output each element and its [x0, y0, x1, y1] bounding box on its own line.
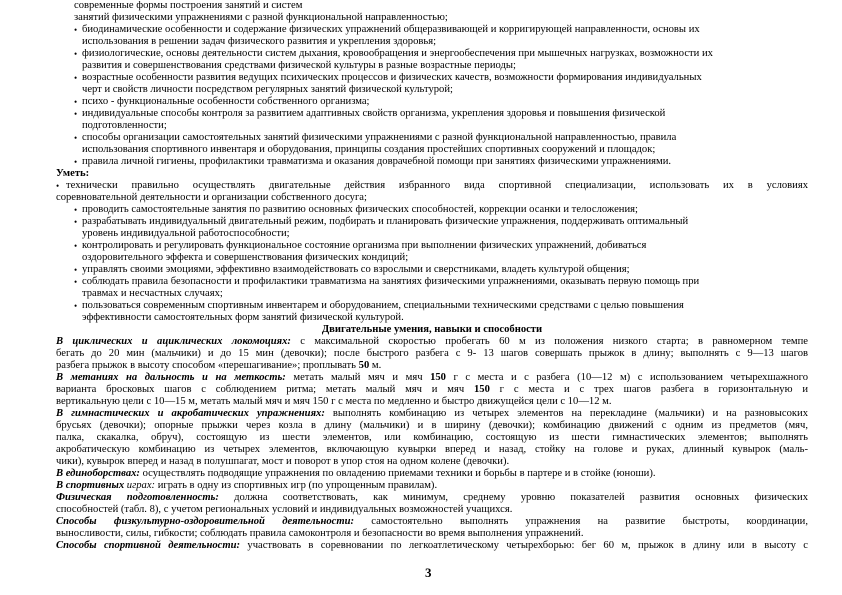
- paragraph-line: Физическая подготовленность: должна соответствовать, как минимум, среднему уровню показателей развития основных физических: [56, 492, 808, 503]
- paragraph-line: выносливости, силы, гибкости; соблюдать правила самоконтроля и безопасности во время выполнения упражнений.: [56, 528, 584, 539]
- paragraph-line: Способы физкультурно-оздоровительной деятельности: самостоятельно выполнять упражнения на развитие быстроты, координации,: [56, 516, 808, 527]
- paragraph-line: В циклических и ациклических локомоциях: с максимальной скоростью пробегать 60 м из положения низкого старта; в равномерном темпе: [56, 336, 808, 347]
- paragraph-line: В метаниях на дальность и на меткость: метать малый мяч и мяч 150 г с места и с разбега (10—12 м) с использованием четырехшажного: [56, 372, 808, 383]
- list-item: • способы организации самостоятельных занятий физическими упражнениями с разной функциональной направленностью, правила использования спортивного инвентаря и оборудования, принципы создания простейших спортивных сооружений и площадок;: [74, 132, 677, 155]
- bullet-icon: •: [74, 241, 78, 251]
- paragraph-line: бегать до 20 мин (мальчики) и до 15 мин (девочки); после быстрого разбега с 9- 13 шагов совершать прыжок в длину; выполнять с 9—13 шагов: [56, 348, 808, 359]
- document-page: [56, 0, 808, 552]
- list-item: • контролировать и регулировать функциональное состояние организма при выполнении физических упражнений, добиваться оздоровительного эффекта и совершенствования физических кондиций;: [74, 240, 647, 263]
- list-item: • управлять своими эмоциями, эффективно взаимодействовать со взрослыми и сверстниками, владеть культурой общения;: [74, 264, 630, 275]
- bullet-icon: •: [74, 157, 78, 167]
- list-item: • технически правильно осуществлять двигательные действия избранного вида спортивной специализации, использовать их в условиях: [56, 180, 808, 191]
- paragraph-line: вертикальную цели с 10—15 м, метать малый мяч и мяч 150 г с места по медленно и быстро движущейся цели с 10—12 м.: [56, 396, 612, 407]
- text-line: занятий физическими упражнениями с разной функциональной направленностью;: [74, 12, 448, 23]
- list-item: • физиологические, основы деятельности систем дыхания, кровообращения и энергообеспечения при мышечных нагрузках, возможности их развития и совершенствования средствами физической культуры в разные возрастные периоды;: [74, 48, 713, 71]
- list-item: • биодинамические особенности и содержание физических упражнений общеразвивающей и корригирующей направленности, основы их использования в решении задач физического развития и укрепления здоровья;: [74, 24, 700, 47]
- page-number: 3: [425, 565, 432, 580]
- paragraph-line: способностей (табл. 8), с учетом региональных условий и индивидуальных возможностей учащихся.: [56, 504, 513, 515]
- paragraph-line: разбега прыжок в высоту способом «перешагивание»; проплывать 50 м.: [56, 360, 382, 371]
- bullet-icon: •: [74, 265, 78, 275]
- list-item: • соблюдать правила безопасности и профилактики травматизма на занятиях физическими упражнениями, оказывать первую помощь при травмах и несчастных случаях;: [74, 276, 700, 299]
- bullet-icon: •: [74, 49, 78, 59]
- bullet-icon: •: [74, 25, 78, 35]
- bullet-icon: •: [74, 109, 78, 119]
- paragraph-line: В спортивных играх: играть в одну из спортивных игр (по упрощенным правилам).: [56, 480, 438, 491]
- paragraph-line: В единоборствах: осуществлять подводящие упражнения по овладению приемами техники и борьбы в партере и в стойке (юноши).: [56, 468, 656, 479]
- bullet-icon: •: [74, 205, 78, 215]
- text-line: современные формы построения занятий и систем: [74, 0, 303, 11]
- list-item: • проводить самостоятельные занятия по развитию основных физических способностей, коррекции осанки и телосложения;: [74, 204, 638, 215]
- bullet-icon: •: [74, 73, 78, 83]
- bullet-icon: •: [56, 181, 60, 191]
- paragraph-line: чики), кувырок вперед и назад в полушпагат, мост и поворот в упор стоя на одном колене (девочки).: [56, 456, 510, 467]
- list-item: • пользоваться современным спортивным инвентарем и оборудованием, специальными техническими средствами с целью повышения эффективности самостоятельных форм занятий физической культурой.: [74, 300, 684, 323]
- paragraph-line: варианта бросковых шагов с соблюдением ритма; метать малый мяч и мяч 150 г с места и с трех шагов разбега в горизонтальную и: [56, 384, 808, 395]
- paragraph-line: В гимнастических и акробатических упражнениях: выполнять комбинацию из четырех элементов на перекладине (мальчики) и на разновысоких: [56, 408, 808, 419]
- bullet-icon: •: [74, 277, 78, 287]
- paragraph-line: Способы спортивной деятельности: участвовать в соревновании по легкоатлетическому четырехборью: бег 60 м, прыжок в длину или в высоту с: [56, 540, 808, 551]
- list-item: • индивидуальные способы контроля за развитием адаптивных свойств организма, укрепления здоровья и повышения физической подготовленности;: [74, 108, 666, 131]
- paragraph-line: акробатическую комбинацию из четырех элементов, включающую кувырки вперед и назад, стойку на голове и руках, длинный кувырок (маль-: [56, 444, 808, 455]
- list-item: • разрабатывать индивидуальный двигательный режим, подбирать и планировать физические упражнения, поддерживать оптимальный уровень индивидуальной работоспособности;: [74, 216, 689, 239]
- list-item: • возрастные особенности развития ведущих психических процессов и физических качеств, возможности формирования индивидуальных черт и свойств личности посредством регулярных занятий физической культурой;: [74, 72, 702, 95]
- bullet-icon: •: [74, 217, 78, 227]
- section-heading: Двигательные умения, навыки и способности: [321, 324, 543, 335]
- section-heading: Уметь:: [56, 168, 90, 179]
- paragraph-line: палка, скакалка, обруч), состоящую из шести элементов, или комбинацию, состоящую из шести гимнастических элементов; выполнять: [56, 432, 808, 443]
- bullet-icon: •: [74, 301, 78, 311]
- list-item: • психо - функциональные особенности собственного организма;: [74, 96, 370, 107]
- list-item: • правила личной гигиены, профилактики травматизма и оказания доврачебной помощи при занятиях физическими упражнениями.: [74, 156, 672, 167]
- bullet-icon: •: [74, 97, 78, 107]
- bullet-icon: •: [74, 133, 78, 143]
- text-line: соревновательной деятельности и организации собственного досуга;: [56, 192, 367, 203]
- paragraph-line: брусьях (девочки); опорные прыжки через козла в длину (мальчики) и в ширину (девочки); комбинацию движений с одним из предметов (мяч,: [56, 420, 808, 431]
